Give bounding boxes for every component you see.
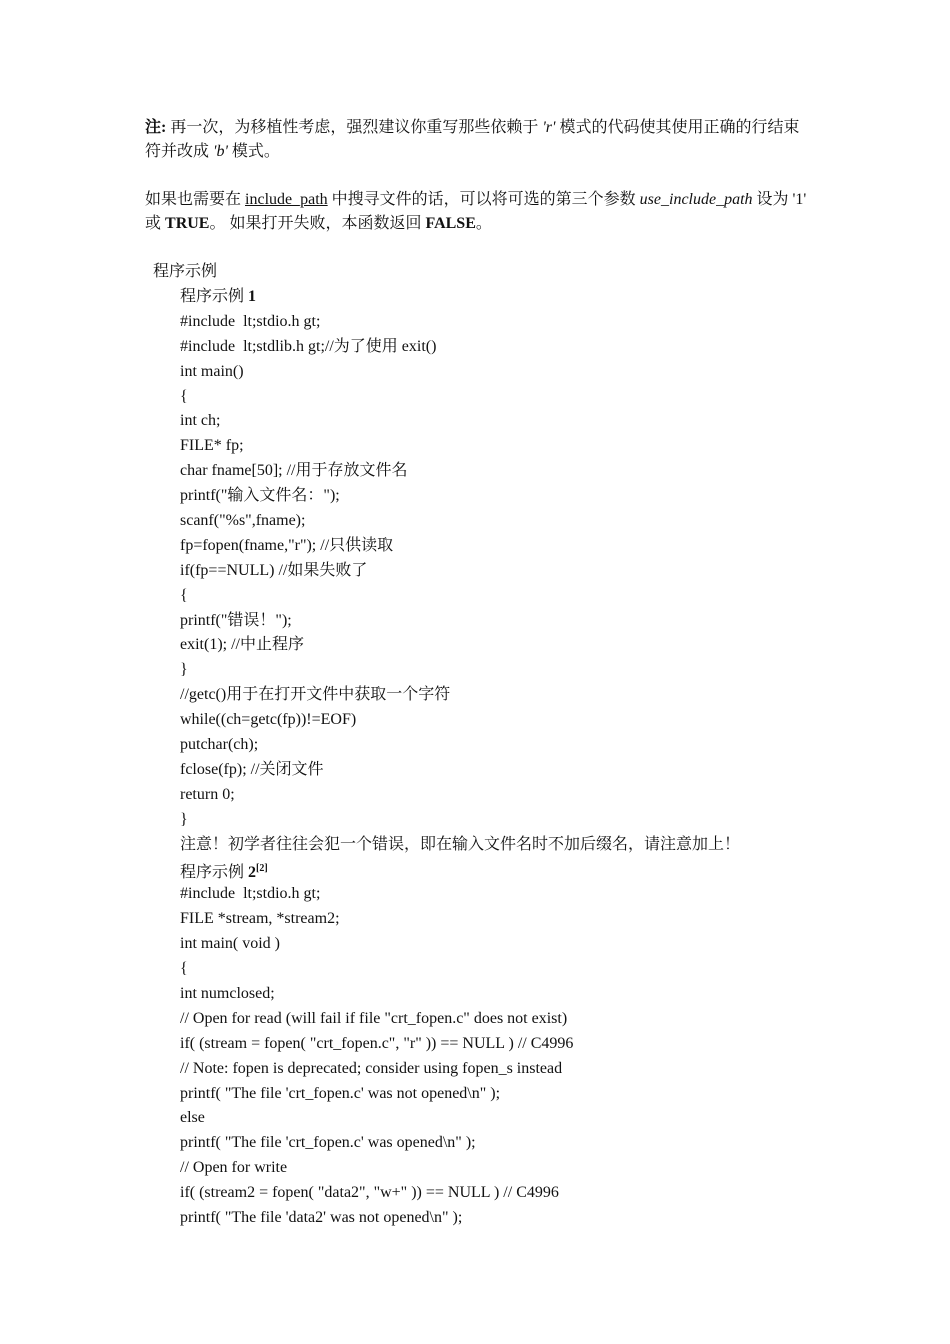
code-line: int main( void ) xyxy=(180,935,280,953)
example-2-title xyxy=(180,857,820,882)
code-line: if(fp==NULL) //如果失败了 xyxy=(180,561,368,579)
code-line: return 0; xyxy=(180,785,235,803)
code-line: #include lt;stdio.h gt; xyxy=(180,312,321,330)
code-line: //getc()用于在打开文件中获取一个字符 xyxy=(180,686,451,704)
note-text: 如果也需要在 xyxy=(145,191,246,208)
mode-r: 'r' xyxy=(542,119,556,136)
example-number: 1 xyxy=(248,288,257,305)
code-line: { xyxy=(180,960,188,978)
example-title-text: 程序示例 xyxy=(180,288,249,305)
code-line: else xyxy=(180,1109,205,1127)
code-line: if( (stream2 = fopen( "data2", "w+" )) == NULL ) // C4996 xyxy=(180,1184,559,1202)
section-title: 程序示例 xyxy=(153,263,218,280)
mode-b: 'b' xyxy=(213,143,228,160)
note-text: 。 xyxy=(475,215,492,232)
code-line: #include lt;stdlib.h gt;//为了使用 exit() xyxy=(180,337,437,355)
code-line: while((ch=getc(fp))!=EOF) xyxy=(180,711,357,729)
code-line: printf("输入文件名："); xyxy=(180,487,340,505)
example-number: 2 xyxy=(248,864,257,882)
code-line: { xyxy=(180,586,188,604)
note-text: 模式。 xyxy=(227,143,280,160)
note-text: 再一次，为移植性考虑，强烈建议你重写那些依赖于 xyxy=(166,119,543,136)
example-1-title xyxy=(180,285,820,310)
note-paragraph-portability xyxy=(145,116,815,164)
code-line: int main() xyxy=(180,362,244,380)
note-text: 。 如果打开失败，本函数返回 xyxy=(209,215,426,232)
example-title-text: 程序示例 xyxy=(180,864,249,882)
code-line: // Note: fopen is deprecated; consider using fopen_s instead xyxy=(180,1059,563,1077)
code-line: #include lt;stdio.h gt; xyxy=(180,885,321,903)
code-line: printf( "The file 'data2' was not opened\n" ); xyxy=(180,1208,463,1226)
code-line: } xyxy=(180,810,188,828)
code-line: printf("错误！"); xyxy=(180,611,292,629)
code-line: if( (stream = fopen( "crt_fopen.c", "r" )) == NULL ) // C4996 xyxy=(180,1034,574,1052)
note-text: 设为 '1' 或 xyxy=(145,191,807,232)
true-keyword: TRUE xyxy=(165,215,210,232)
code-line: scanf("%s",fname); xyxy=(180,512,306,530)
note-paragraph-include-path xyxy=(145,188,815,236)
code-line: FILE* fp; xyxy=(180,437,244,455)
note-label: 注: xyxy=(145,119,167,136)
note-text: 中搜寻文件的话，可以将可选的第三个参数 xyxy=(327,191,640,208)
param-use-include-path: use_include_path xyxy=(639,191,753,208)
code-line: // Open for read (will fail if file "crt_fopen.c" does not exist) xyxy=(180,1009,568,1027)
code-line: { xyxy=(180,387,188,405)
code-line: 注意！初学者往往会犯一个错误，即在输入文件名时不加后缀名，请注意加上！ xyxy=(180,835,741,853)
false-keyword: FALSE xyxy=(425,215,476,232)
include-path-link[interactable]: include_path xyxy=(245,191,328,208)
code-line: char fname[50]; //用于存放文件名 xyxy=(180,462,408,480)
code-line: int numclosed; xyxy=(180,984,275,1002)
code-line: printf( "The file 'crt_fopen.c' was not opened\n" ); xyxy=(180,1084,501,1102)
code-line: printf( "The file 'crt_fopen.c' was opened\n" ); xyxy=(180,1134,476,1152)
note-text: 模式的代码使其使用正确的行结束符并改成 xyxy=(145,119,800,160)
code-line: putchar(ch); xyxy=(180,736,259,754)
code-line: int ch; xyxy=(180,412,221,430)
code-listing xyxy=(180,285,820,1231)
code-line: FILE *stream, *stream2; xyxy=(180,910,340,928)
code-line: fclose(fp); //关闭文件 xyxy=(180,760,324,778)
code-line: exit(1); //中止程序 xyxy=(180,636,304,654)
reference-marker[interactable]: [2] xyxy=(256,863,268,875)
code-line: } xyxy=(180,661,188,679)
code-line: // Open for write xyxy=(180,1159,288,1177)
code-line: fp=fopen(fname,"r"); //只供读取 xyxy=(180,536,394,554)
